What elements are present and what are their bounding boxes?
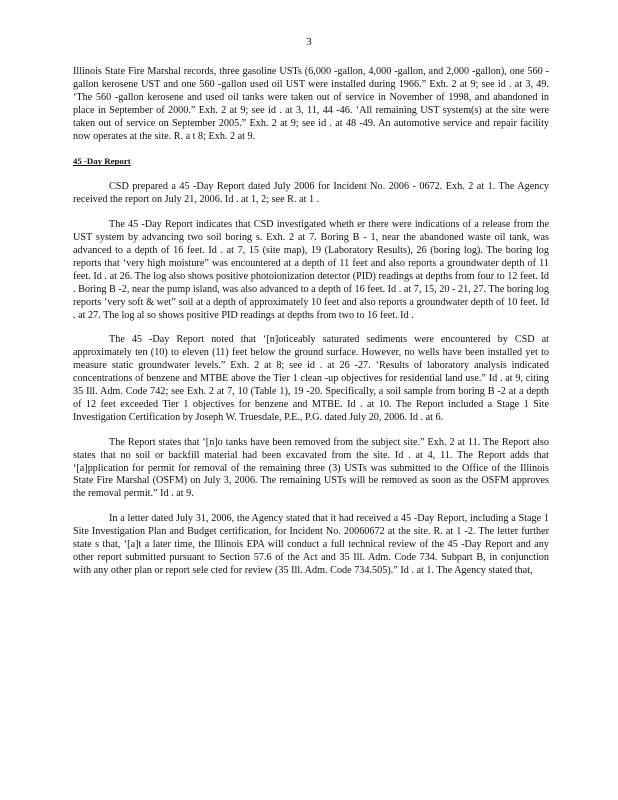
document-body: [73, 66, 549, 590]
section-heading-text: 45 -Day Report: [73, 156, 131, 167]
page-number: 3: [306, 36, 312, 48]
paragraph-no-tanks-removed: The Report states that ‘[n]o tanks have been removed from the subject site.” Exh. 2 at 11. The Report also states that no soil or backfill material had been excavated from the site. Id . at 4, 11. The Report adds that ‘[a]pplication for permit for removal of the remaining three (3) USTs was submitted to the Office of the Illinois State Fire Marshal (OSFM) on July 3, 2006. The remaining USTs will be removed as soon as the OSFM approves the removal permit.” Id . at 9.: [73, 436, 549, 500]
paragraph-agency-letter: In a letter dated July 31, 2006, the Agency stated that it had received a 45 -Day Report, including a Stage 1 Site Investigation Plan and Budget certification, for Incident No. 20060672 at the site. R. at 1 -2. The letter further state s that, ‘[a]t a later time, the Illinois EPA will conduct a full technical review of the 45 -Day Report and any other report submitted pursuant to Section 57.6 of the Act and 35 Ill. Adm. Code 734. Subpart B, in conjunction with any other plan or report sele cted for review (35 Ill. Adm. Code 734.505).” Id . at 1. The Agency stated that,: [73, 513, 549, 576]
paragraph-report-prepared: CSD prepared a 45 -Day Report dated July 2006 for Incident No. 2006 - 0672. Exh. 2 at 1. The Agency received the report on July 21, 2006. Id . at 1, 2; see R. at 1 .: [73, 181, 549, 206]
section-heading: [73, 155, 549, 168]
paragraph-saturated-sediments: The 45 -Day Report noted that ‘[n]oticeably saturated sediments were encountered by CSD at approximately ten (10) to eleven (11) feet below the ground surface. However, no wells have been installed yet to measure static groundwater levels.” Exh. 2 at 8; see id . at 26 -27. ‘Results of laboratory analysis indicated concentrations of benzene and MTBE above the Tier 1 clean -up objectives for residential land use.” Id . at 9, citing 35 Ill. Adm. Code 742; see Exh. 2 at 7, 10 (Table 1), 19 -20. Specifically, a soil sample from boring B -2 at a depth of 12 feet exceeded Tier 1 objectives for benzene and MTBE. Id . at 10. The Report included a Stage 1 Site Investigation Certification by Joseph W. Truesdale, P.E., P.G. dated July 20, 2006. Id . at 6.: [73, 334, 549, 423]
paragraph-borings: The 45 -Day Report indicates that CSD investigated wheth er there were indications of a release from the UST system by advancing two soil boring s. Exh. 2 at 7. Boring B - 1, near the abandoned waste oil tank, was advanced to a depth of 16 feet. Id . at 7, 15 (site map), 19 (Laboratory Results), 26 (boring log). The boring log reports that ‘very high moisture” was encountered at a depth of 11 feet and also reports a groundwater depth of 11 feet. Id . at 26. The log also shows positive photoionization detector (PID) readings at depths from four to 12 feet. Id . Boring B -2, near the pump island, was also advanced to a depth of 16 feet. Id . at 7, 15, 20 - 21, 27. The boring log reports ‘very soft & wet” soil at a depth of approximately 10 feet and also reports a groundwater depth of 10 feet. Id . at 27. The log al so shows positive PID readings at depths from two to 16 feet. Id .: [73, 219, 549, 321]
paragraph-ust-records: Illinois State Fire Marshal records, three gasoline USTs (6,000 -gallon, 4,000 -gallon, and 2,000 -gallon), one 560 -gallon kerosene UST and one 560 -gallon used oil UST were installed during 1966.” Exh. 2 at 9; see id . at 3, 49. ‘The 560 -gallon kerosene and used oil tanks were taken out of service in November of 1998, and abandoned in place in September of 2000.” Exh. 2 at 9; see id . at 3, 11, 44 -46. ‘All remaining UST system(s) at the site were taken out of service on September 2005.” Exh. 2 at 9; see id . at 48 -49. An automotive service and repair facility now operates at the site. R. a t 8; Exh. 2 at 9.: [73, 66, 549, 142]
